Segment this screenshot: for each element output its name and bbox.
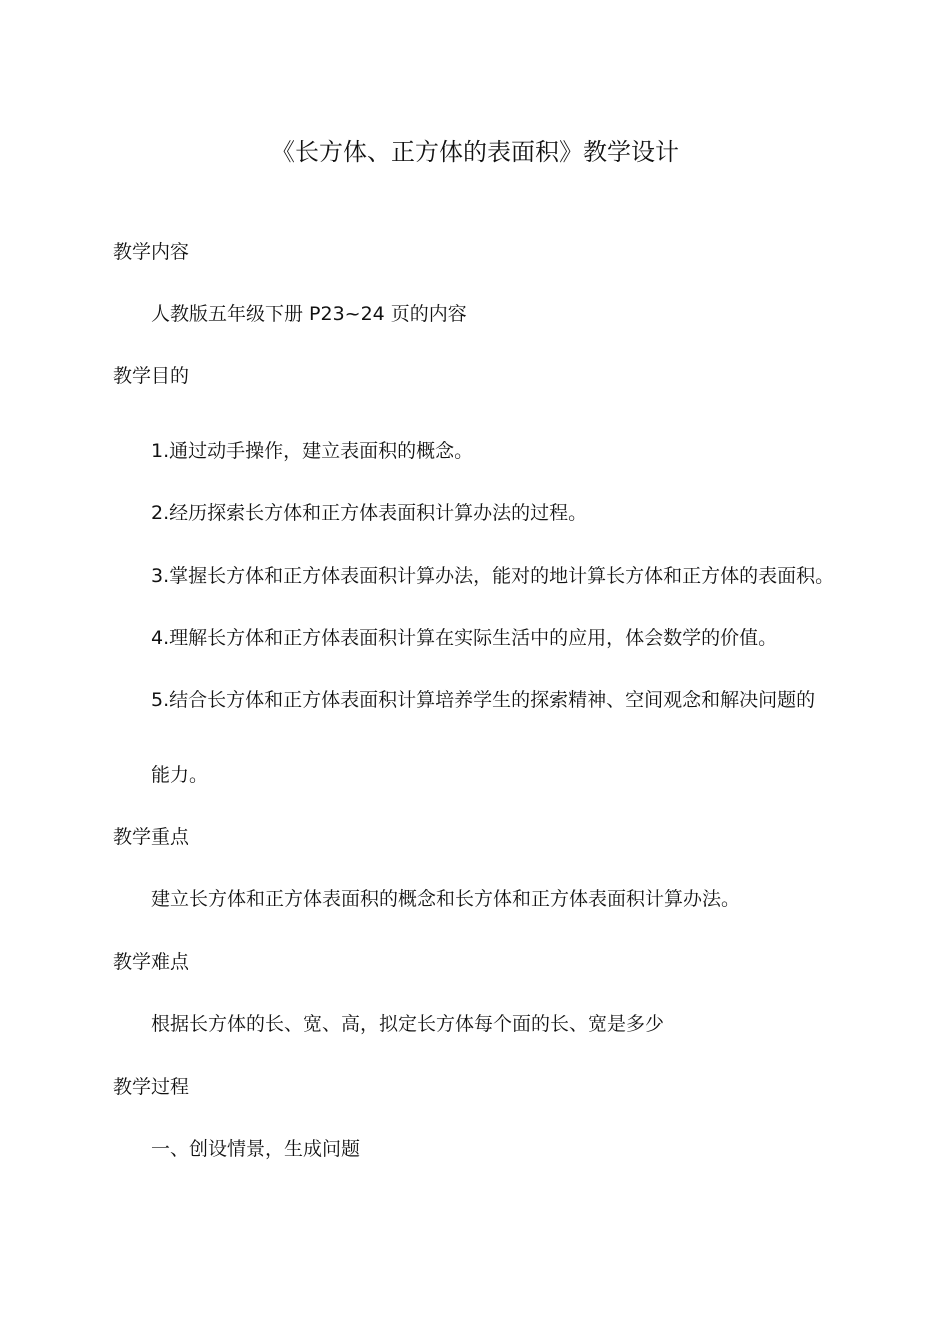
heading-teaching-objectives: 教学目的 [113,365,190,387]
process-step-text: 一、创设情景，生成问题 [151,1138,361,1160]
heading-key-points: 教学重点 [113,826,190,848]
heading-teaching-content: 教学内容 [113,241,190,263]
heading-teaching-process: 教学过程 [113,1076,190,1098]
objective-item: 1.通过动手操作，建立表面积的概念。 [151,440,474,462]
difficulties-text: 根据长方体的长、宽、高，拟定长方体每个面的长、宽是多少 [151,1013,665,1035]
heading-difficulties: 教学难点 [113,951,190,973]
objective-item: 2.经历探索长方体和正方体表面积计算办法的过程。 [151,502,588,524]
objective-item: 4.理解长方体和正方体表面积计算在实际生活中的应用，体会数学的价值。 [151,627,778,649]
key-points-text: 建立长方体和正方体表面积的概念和长方体和正方体表面积计算办法。 [151,888,741,910]
objective-item: 5.结合长方体和正方体表面积计算培养学生的探索精神、空间观念和解决问题的 [151,689,816,711]
teaching-content-text: 人教版五年级下册 P23~24 页的内容 [151,303,467,325]
objective-item: 3.掌握长方体和正方体表面积计算办法，能对的地计算长方体和正方体的表面积。 [151,565,835,587]
document-title: 《长方体、正方体的表面积》教学设计 [271,138,679,166]
objective-item-continuation: 能力。 [151,764,209,786]
